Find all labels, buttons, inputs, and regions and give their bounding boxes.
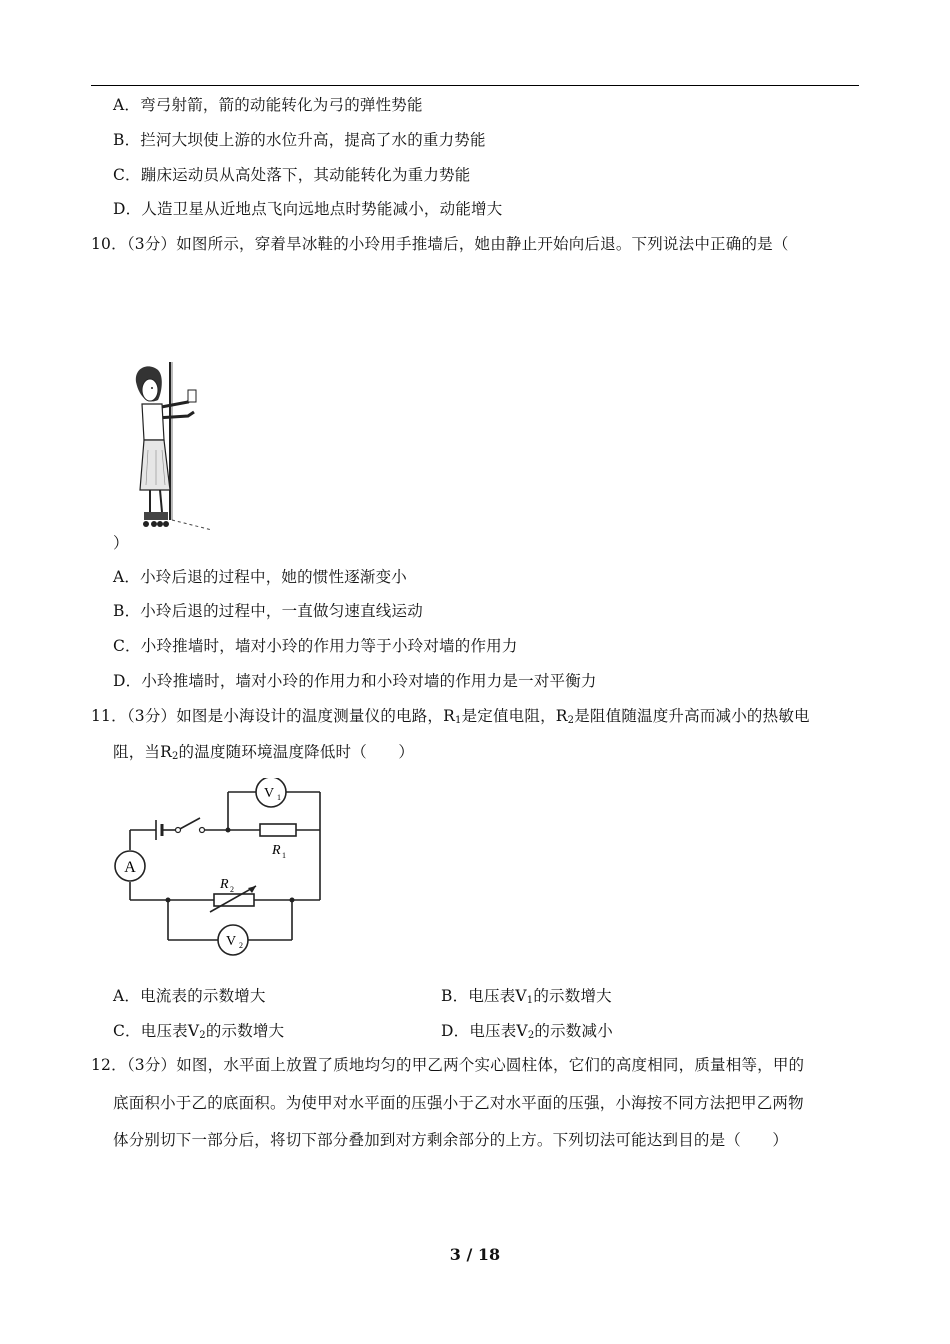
resistor-r2-sub: 2 [230,885,234,894]
voltmeter-v1-label: V [263,786,275,801]
q12-stem-line3: 体分别切下一部分后，将切下部分叠加到对方剩余部分的上方。下列切法可能达到目的是（ ） [113,1131,789,1149]
q11-stem-line2: 阻，当$R_2$的温度随环境温度降低时（ ） [113,743,415,762]
q11-option-b: B．电压表$V_1$的示数增大 [441,987,612,1006]
q9-option-b: B．拦河大坝使上游的水位升高，提高了水的重力势能 [113,131,486,149]
q10-option-a: A．小玲后退的过程中，她的惯性逐渐变小 [113,568,407,586]
q11-circuit-diagram [110,778,330,958]
q10-option-d: D．小玲推墙时，墙对小玲的作用力和小玲对墙的作用力是一对平衡力 [113,672,597,690]
q10-stem: 10．（3分）如图所示，穿着旱冰鞋的小玲用手推墙后，她由静止开始向后退。下列说法中正确的是（ [91,235,789,253]
q12-stem-line1: 12．（3分）如图，水平面上放置了质地均匀的甲乙两个实心圆柱体，它们的高度相同，质量相等，甲的 [91,1056,805,1074]
q12-stem-line2: 底面积小于乙的底面积。为使甲对水平面的压强小于乙对水平面的压强，小海按不同方法把甲乙两物 [113,1094,804,1112]
q10-option-b: B．小玲后退的过程中，一直做匀速直线运动 [113,602,423,620]
q9-option-a: A．弯弓射箭，箭的动能转化为弓的弹性势能 [113,96,423,114]
q10-girl-pushing-wall-figure [132,360,224,540]
q11-option-a: A．电流表的示数增大 [113,987,266,1005]
ammeter-label: A [124,859,136,876]
q11-stem: 11．（3分）如图是小海设计的温度测量仪的电路，$R_1$是定值电阻，$R_2$是阻值随温度升高而减小的热敏电 [91,707,810,726]
q9-option-d: D．人造卫星从近地点飞向远地点时势能减小，动能增大 [113,200,503,218]
voltmeter-v2-sub: 2 [239,941,243,950]
voltmeter-v2-label: V [225,934,237,949]
resistor-r1-sub: 1 [282,851,286,860]
q11-option-d: D．电压表$V_2$的示数减小 [441,1022,613,1041]
resistor-r2-label: R [220,877,229,892]
page-number: 3 / 18 [449,1245,501,1264]
header-rule [91,85,859,86]
q10-option-c: C．小玲推墙时，墙对小玲的作用力等于小玲对墙的作用力 [113,637,518,655]
voltmeter-v1-sub: 1 [277,793,281,802]
q9-option-c: C．蹦床运动员从高处落下，其动能转化为重力势能 [113,166,471,184]
resistor-r1-label: R [272,843,281,858]
q11-option-c: C．电压表$V_2$的示数增大 [113,1022,285,1041]
q10-closing-paren: ） [113,534,129,552]
